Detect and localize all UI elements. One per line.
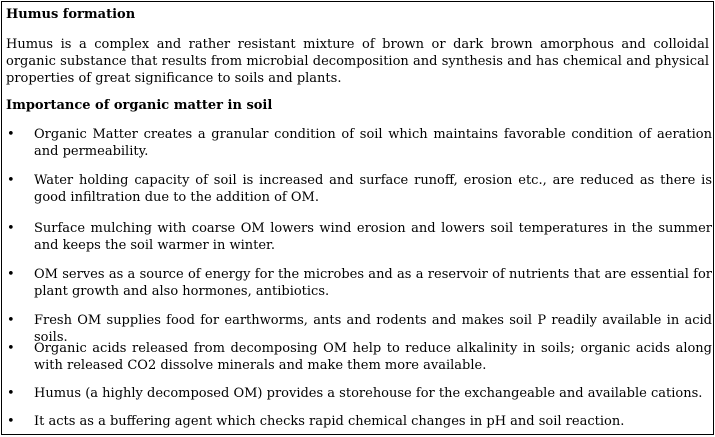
list-item-text: Fresh OM supplies food for earthworms, ants and rodents and makes soil P readily available in acid soils. [34, 313, 712, 345]
list-item-text: Surface mulching with coarse OM lowers wind erosion and lowers soil temperatures in the summer and keeps the soil warmer in winter. [34, 221, 712, 253]
section-heading: Importance of organic matter in soil [6, 98, 273, 113]
bullet-icon: • [7, 127, 15, 142]
bullet-icon: • [7, 313, 15, 328]
document-title: Humus formation [6, 7, 136, 22]
document-page [1, 1, 714, 435]
bullet-icon: • [7, 221, 15, 236]
list-item-text: Humus (a highly decomposed OM) provides a storehouse for the exchangeable and available cations. [34, 386, 703, 401]
list-item-text: Organic Matter creates a granular condition of soil which maintains favorable condition of aeration and permeability. [34, 127, 712, 159]
bullet-list [2, 2, 713, 434]
list-item-text: Water holding capacity of soil is increased and surface runoff, erosion etc., are reduced as there is good infiltration due to the addition of OM. [34, 173, 712, 205]
bullet-icon: • [7, 386, 15, 401]
list-item-text: Organic acids released from decomposing OM help to reduce alkalinity in soils; organic acids along with released CO2 dissolve minerals and make them more available. [34, 341, 712, 373]
list-item-text: It acts as a buffering agent which checks rapid chemical changes in pH and soil reaction. [34, 414, 625, 429]
bullet-icon: • [7, 173, 15, 188]
bullet-icon: • [7, 267, 15, 282]
list-item-text: OM serves as a source of energy for the microbes and as a reservoir of nutrients that are essential for plant growth and also hormones, antibiotics. [34, 267, 712, 299]
intro-paragraph: Humus is a complex and rather resistant mixture of brown or dark brown amorphous and colloidal organic substance that results from microbial decomposition and synthesis and has chemical and physical properties of great significance to soils and plants. [6, 37, 709, 86]
bullet-icon: • [7, 414, 15, 429]
bullet-icon: • [7, 341, 15, 356]
